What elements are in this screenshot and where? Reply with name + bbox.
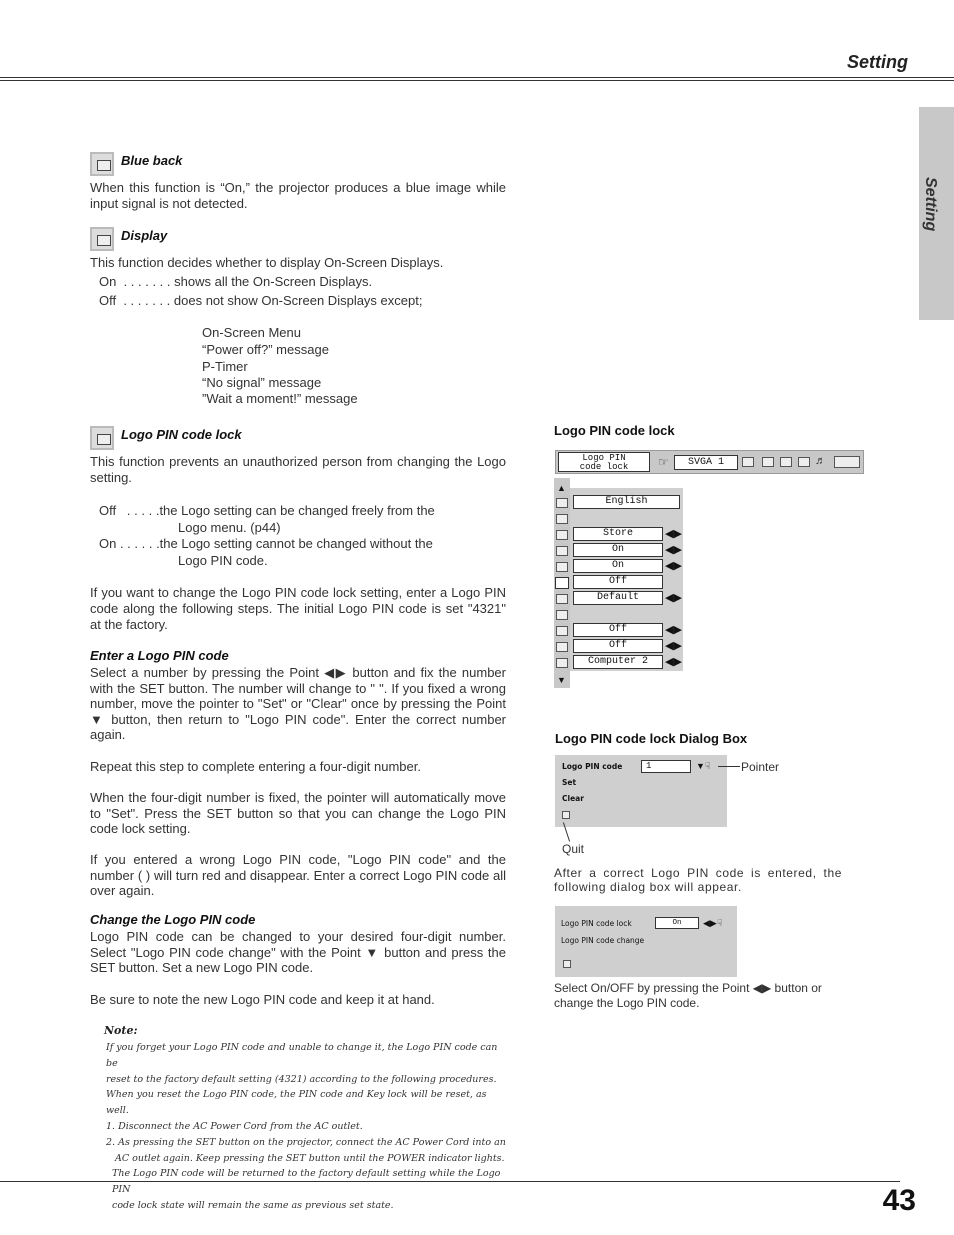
change-pin-title: Change the Logo PIN code [90, 912, 256, 927]
header-title: Setting [847, 52, 908, 72]
enter-pin-text: Select a number by pressing the Point ◀▶ button and fix the number with the SET button. The number will change to " ". If you fixed a wrong number, move the pointer to "Set" or "Clear" once by pressing the Point ▼ button, then return to "Logo PIN code". Enter the correct number again. [90, 665, 506, 742]
change-pin-text: Logo PIN code can be changed to your desired four-digit number. Select "Logo PIN code change" with the Point ▼ button and press the SET button. Set a new Logo PIN code. [90, 929, 506, 975]
menu-item-icon [556, 530, 568, 540]
menu-item-icon [556, 642, 568, 652]
steps-intro: If you want to change the Logo PIN code lock setting, enter a Logo PIN code along the following steps. The initial Logo PIN code is set "4321" at the factory. [90, 585, 506, 632]
menu-value: Default [573, 591, 663, 605]
top-rule-2 [0, 80, 954, 81]
blue-back-title: Blue back [121, 153, 183, 168]
display-icon [90, 227, 114, 251]
lock-value: On [655, 917, 699, 929]
blue-back-text: When this function is “On,” the projector produces a blue image while input signal is not detected. [90, 180, 506, 211]
menu-item-icon [556, 658, 568, 668]
pointer-icon: ▼☟ [696, 761, 711, 771]
menu-value: English [573, 495, 680, 509]
dialog-row-label: Logo PIN code [562, 762, 623, 771]
display-intro: This function decides whether to display On-Screen Displays. [90, 255, 444, 270]
enter-pin-title: Enter a Logo PIN code [90, 648, 229, 663]
fixed-text: When the four-digit number is fixed, the pointer will automatically move to "Set". Press the SET button so that you can change the Logo PIN code lock setting. [90, 790, 506, 836]
menu-value: Store [573, 527, 663, 541]
menu-item-icon [556, 546, 568, 556]
note-line: The Logo PIN code will be returned to the factory default setting while the Logo PIN [112, 1168, 501, 1196]
menu-value: Computer 2 [573, 655, 663, 669]
screen-icon [834, 456, 860, 468]
off-option-cont: Logo menu. (p44) [178, 520, 281, 535]
menu-tab-icon [780, 457, 792, 467]
adjust-arrows-icon: ◀▶ [665, 544, 682, 556]
logo-pin-intro: This function prevents an unauthorized person from changing the Logo setting. [90, 454, 506, 485]
adjust-arrows-icon: ◀▶ [665, 560, 682, 572]
menu-bar [555, 450, 864, 474]
adjust-arrows-icon: ◀▶ [665, 656, 682, 668]
note-title: Note: [104, 1024, 138, 1037]
pin-dialog [555, 755, 727, 827]
on-option-head: On . . . . . .the Logo setting cannot be changed without the [99, 536, 433, 551]
menu-value: Off [573, 623, 663, 637]
note-body [106, 1040, 510, 1214]
note-line: code lock state will remain the same as previous set state. [112, 1199, 394, 1211]
menu-tab-icon [762, 457, 774, 467]
pin-lock-dialog [555, 906, 737, 977]
adjust-arrows-icon: ◀▶ [665, 624, 682, 636]
repeat-text: Repeat this step to complete entering a four-digit number. [90, 759, 421, 774]
adjust-arrows-icon: ◀▶ [665, 528, 682, 540]
side-tab-label: Setting [922, 177, 939, 232]
off-option-head: Off . . . . .the Logo setting can be changed freely from the [99, 503, 435, 518]
logo-pin-title: Logo PIN code lock [121, 427, 242, 442]
menu-item-icon [556, 610, 568, 620]
pointer-label: Pointer [741, 760, 780, 774]
menu-bar-label [558, 452, 650, 472]
menu-value: Off [573, 639, 663, 653]
scroll-up-icon: ▲ [557, 483, 566, 493]
menu-item-icon [556, 626, 568, 636]
on-option-cont: Logo PIN code. [178, 553, 268, 568]
note-line: When you reset the Logo PIN code, the PIN code and Key lock will be reset, as well. [106, 1089, 487, 1117]
logo-pin-icon [90, 426, 114, 450]
blue-back-icon [90, 152, 114, 176]
menu-value-panel [570, 488, 683, 671]
menu-item-icon-selected [555, 577, 569, 589]
menu-bar-label-line: Logo PIN [582, 453, 626, 463]
input-field: SVGA 1 [674, 455, 738, 470]
keep-text: Be sure to note the new Logo PIN code and keep it at hand. [90, 992, 435, 1007]
display-off-line: Off . . . . . . . does not show On-Screen Displays except; [99, 293, 423, 308]
speaker-icon: ♬ [815, 455, 826, 467]
wrong-text: If you entered a wrong Logo PIN code, "Logo PIN code" and the number ( ) will turn red and disappear. Enter a correct Logo PIN code all over again. [90, 852, 506, 898]
note-line: 1. Disconnect the AC Power Cord from the AC outlet. [106, 1120, 363, 1132]
menu-item-icon [556, 594, 568, 604]
menu-value: On [573, 559, 663, 573]
adjust-arrows-icon: ◀▶☟ [703, 918, 723, 928]
note-line: If you forget your Logo PIN code and unable to change it, the Logo PIN code can be [106, 1042, 498, 1069]
exception-item: “Power off?” message [202, 342, 329, 357]
dialog-row-label: Logo PIN code change [561, 936, 645, 945]
note-line: AC outlet again. Keep pressing the SET button until the POWER indicator lights. [115, 1152, 505, 1164]
dialog-row-label: Logo PIN code lock [561, 919, 632, 928]
dialog2-caption: Select On/OFF by pressing the Point ◀▶ button or change the Logo PIN code. [554, 981, 822, 1010]
exception-item: “No signal” message [202, 375, 322, 390]
dialog-row-label: Set [562, 778, 577, 787]
quit-icon [562, 811, 570, 819]
quit-icon [563, 960, 571, 968]
menu-bar-label-line: code lock [579, 462, 629, 472]
pin-field: 1 [641, 760, 691, 773]
quit-label: Quit [562, 842, 585, 856]
after-text: After a correct Logo PIN code is entered, the following dialog box will appear. [554, 866, 842, 894]
note-line: 2. As pressing the SET button on the projector, connect the AC Power Cord into an [106, 1136, 506, 1148]
note-line: reset to the factory default setting (4321) according to the following procedures. [106, 1073, 497, 1085]
display-on-line: On . . . . . . . shows all the On-Screen Displays. [99, 274, 373, 289]
menu-item-icon [556, 514, 568, 524]
side-tab [919, 107, 954, 320]
top-rule [0, 77, 954, 78]
scroll-down-icon: ▼ [557, 675, 566, 685]
dialog-row-label: Clear [562, 794, 584, 803]
menu-item-icon [556, 498, 568, 508]
exception-item: ”Wait a moment!” message [202, 391, 358, 406]
page-number: 43 [882, 1184, 916, 1217]
bottom-rule [0, 1181, 900, 1182]
menu-icon-column [554, 478, 570, 688]
menu-item-icon [556, 562, 568, 572]
adjust-arrows-icon: ◀▶ [665, 640, 682, 652]
menu-value: Off [573, 575, 663, 589]
exception-item: On-Screen Menu [202, 325, 301, 340]
menu-figure-title: Logo PIN code lock [554, 423, 675, 438]
menu-tab-icon [798, 457, 810, 467]
pointer-leader-line [718, 766, 740, 767]
exception-item: P-Timer [202, 359, 248, 374]
display-title: Display [121, 228, 168, 243]
adjust-arrows-icon: ◀▶ [665, 592, 682, 604]
menu-tab-icon [742, 457, 754, 467]
dialog-figure-title: Logo PIN code lock Dialog Box [555, 731, 748, 746]
menu-value: On [573, 543, 663, 557]
pointer-icon: ☞ [658, 455, 669, 469]
